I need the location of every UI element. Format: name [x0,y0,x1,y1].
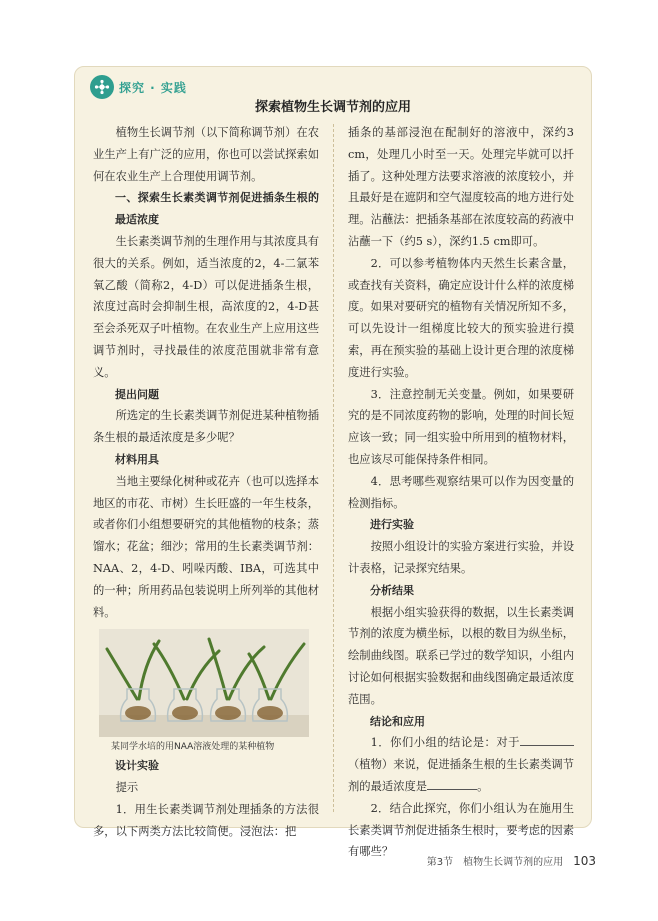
step-four-paragraph: 4．思考哪些观察结果可以作为因变量的检测指标。 [348,474,574,510]
analysis-paragraph: 根据小组实验获得的数据，以生长素类调节剂的浓度为横坐标，以根的数目为纵坐标，绘制曲线图。联系已学过的数学知识，小组内讨论如何根据实验数据和曲线图确定最适浓度范围。 [348,605,574,706]
conclusion-one-text-c: 。 [477,779,489,793]
conclusion-two-paragraph: 2．结合此探究，你们小组认为在施用生长素类调节剂促进插条生根时，要考虑的因素有哪些？ [348,801,574,859]
page-number: 103 [573,854,596,868]
column-divider [333,124,334,812]
footer-section-title: 第3节 植物生长调节剂的应用 [426,857,564,868]
principle-paragraph: 生长素类调节剂的生理作用与其浓度具有很大的关系。例如，适当浓度的2，4-二氯苯氧乙酸（简称2，4-D）可以促进插条生根，浓度过高时会抑制生根，高浓度的2，4-D甚至会杀死双子叶植物。在农业生产上应用这些调节剂时，寻找最佳的浓度范围就非常有意义。 [93,234,319,379]
heading-conclusion: 结论和应用 [370,714,425,728]
concentration-blank[interactable] [427,777,477,790]
heading-question: 提出问题 [115,387,159,401]
page-title: 探索植物生长调节剂的应用 [254,100,411,115]
conduct-paragraph: 按照小组设计的实验方案进行实验，并设计表格，记录探究结果。 [348,540,574,575]
heading-analysis: 分析结果 [370,583,414,597]
heading-conduct: 进行实验 [370,518,414,532]
question-paragraph: 所选定的生长素类调节剂促进某种植物插条生根的最适浓度是多少呢？ [93,409,319,445]
conclusion-one-paragraph [348,732,574,797]
step-three-paragraph: 3．注意控制无关变量。例如，如果要研究的是不同浓度药物的影响，处理的时间长短应该一致；同一组实验中所用到的植物材料，也应该尽可能保持条件相同。 [348,387,574,466]
intro-paragraph: 植物生长调节剂（以下简称调节剂）在农业生产上有广泛的应用，你也可以尝试探索如何在农业生产上合理使用调节剂。 [93,126,319,183]
plant-blank[interactable] [520,733,574,746]
step-two-paragraph: 2．可以参考植物体内天然生长素含量，或查找有关资料，确定应设计什么样的浓度梯度。如果对要研究的植物有关情况所知不多，可以先设计一组梯度比较大的预实验进行摸索，再在预实验的基础上设计更合理的浓度梯度进行实验。 [348,256,574,379]
page-footer [427,853,596,868]
hint-label: 提示 [115,781,139,795]
heading-part-one: 一、探索生长素类调节剂促进插条生根的最适浓度 [115,191,319,227]
materials-paragraph: 当地主要绿化树种或花卉（也可以选择本地区的市花、市树）生长旺盛的一年生枝条，或者你们小组想要研究的其他植物的枝条；蒸馏水；花盆；细沙；常用的生长素类调节剂：NAA、2，4-D、吲哚丙酸、IBA，可选其中的一种；所用药品包装说明上所列举的其他材料。 [93,474,319,619]
heading-design: 设计实验 [115,759,159,773]
step-one-paragraph: 1．用生长素类调节剂处理插条的方法很多，以下两类方法比较简便。浸泡法：把 [93,802,319,838]
conclusion-one-text-a: 1．你们小组的结论是：对于 [370,736,520,750]
method-continued-paragraph: 插条的基部浸泡在配制好的溶液中，深约3 cm，处理几小时至一天。处理完毕就可以扦插了。这种处理方法要求溶液的浓度较小，并且最好是在遮阴和空气湿度较高的地方进行处理。沾蘸法：把插条基部在浓度较高的药液中沾蘸一下（约5 s），深约1.5 cm即可。 [348,126,574,248]
left-column [93,122,319,843]
section-tag-label: 探究 · 实践 [119,80,187,95]
heading-materials: 材料用具 [115,452,159,466]
conclusion-one-text-b: （植物）来说，促进插条生根的生长素类调节剂的最适浓度是 [348,758,574,793]
right-column [348,122,574,863]
plant-cuttings-photo [99,629,309,737]
photo-caption: 某同学水培的用NAA溶液处理的某种植物 [111,742,275,753]
